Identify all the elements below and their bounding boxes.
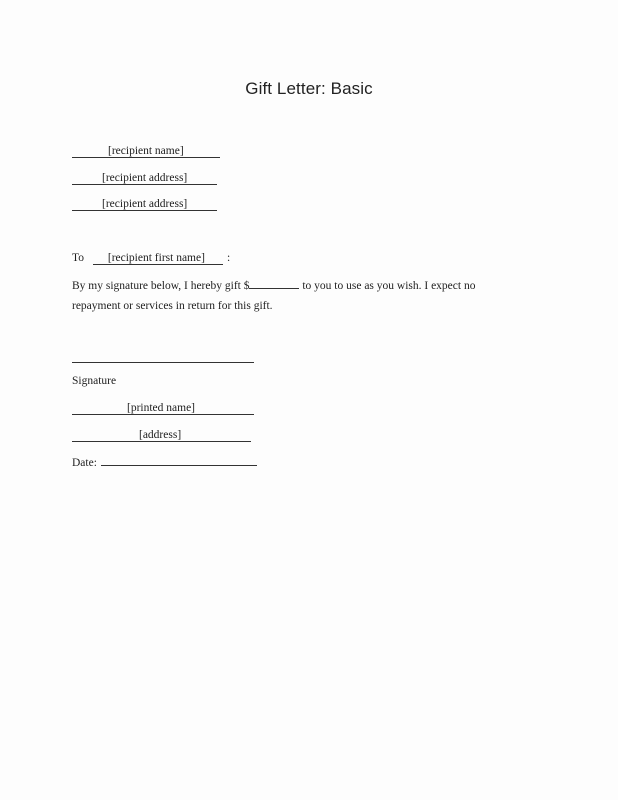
recipient-address-line-1 (72, 171, 217, 185)
body-text-1b: to you to use as you wish. I expect no (299, 280, 476, 292)
date-blank (101, 455, 257, 466)
date-line (72, 455, 257, 470)
recipient-address-placeholder-1: [recipient address] (102, 172, 188, 184)
salutation-line (72, 251, 230, 265)
recipient-address-placeholder-2: [recipient address] (102, 198, 188, 210)
signature-rule-line (72, 352, 254, 367)
body-line-1 (72, 278, 475, 293)
gift-amount-blank (249, 278, 299, 289)
signature-label-line (72, 374, 116, 388)
printed-name-line (72, 401, 254, 415)
printed-name-placeholder: [printed name] (127, 402, 196, 414)
salutation-prefix: To (72, 252, 84, 264)
recipient-first-name-placeholder: [recipient first name] (107, 252, 205, 264)
recipient-name-field (72, 145, 220, 158)
page-title: Gift Letter: Basic (245, 79, 373, 98)
address-field (72, 429, 251, 442)
body-text-1a: By my signature below, I hereby gift $ (72, 280, 250, 292)
address-placeholder: [address] (139, 429, 182, 441)
recipient-address-field-2 (72, 198, 217, 211)
recipient-name-placeholder: [recipient name] (108, 145, 184, 157)
recipient-name-line (72, 144, 220, 158)
address-line (72, 428, 251, 442)
date-label: Date: (72, 457, 97, 469)
printed-name-field (72, 402, 254, 415)
salutation-suffix: : (226, 252, 231, 264)
recipient-first-name-field (93, 252, 223, 265)
signature-blank (72, 352, 254, 363)
recipient-address-line-2 (72, 197, 217, 211)
body-line-2 (72, 299, 273, 313)
signature-label: Signature (72, 375, 117, 387)
recipient-address-field-1 (72, 172, 217, 185)
body-text-2: repayment or services in return for this gift. (72, 300, 273, 312)
